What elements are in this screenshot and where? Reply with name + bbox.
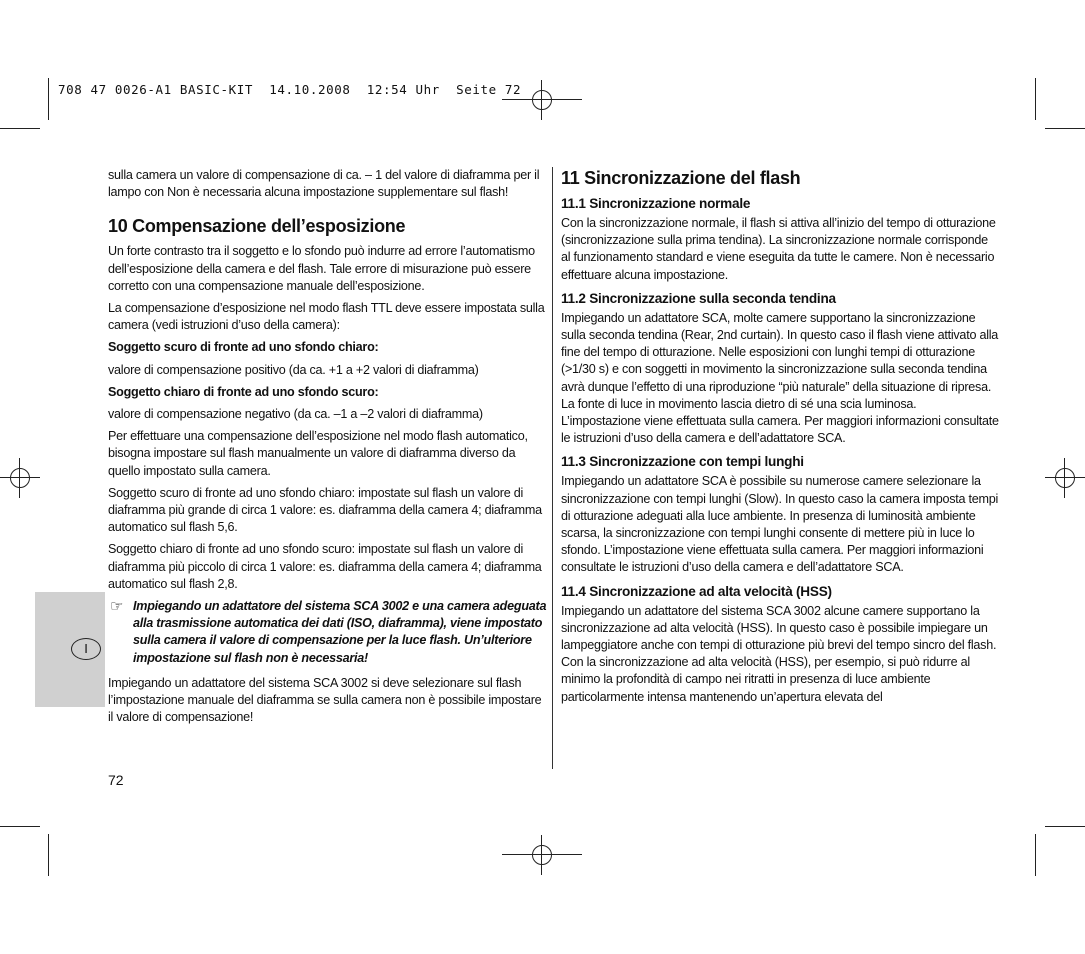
paragraph: Impiegando un adattatore del sistema SCA 3002 si deve selezionare sul flash l’impostazione manuale del diaframma se sulla camera non è possibile impostare il valore di compensazione! xyxy=(108,675,542,725)
paragraph: Impiegando un adattatore del sistema SCA 3002 alcune camere supportano la sincronizzazione ad alta velocità (HSS). In questo caso è possibile impiegare un lampeggiatore anche con tempi di otturazione più brevi del tempo sincro del flash. Con la sincronizzazione ad alta velocità (HSS), per esempio, si può ridurre al minimo la profondità di campo nei ritratti in presenza di luce ambiente particolarmente intensa mantenendo un’apertura elevata del xyxy=(561,603,997,704)
crop-mark xyxy=(1045,128,1085,129)
registration-mark-icon xyxy=(1045,458,1085,498)
intro-paragraph: sulla camera un valore di compensazione di ca. – 1 del valore di diaframma per il lampo con Non è necessaria alcuna impostazione supplementare sul flash! xyxy=(108,168,540,200)
print-slug: 708 47 0026-A1 BASIC-KIT 14.10.2008 12:54 Uhr Seite 72 xyxy=(58,82,522,97)
crop-mark xyxy=(1035,78,1036,120)
subsection-heading: 11.3 Sincronizzazione con tempi lunghi xyxy=(561,454,804,470)
paragraph: valore di compensazione positivo (da ca. +1 a +2 valori di diaframma) xyxy=(108,362,479,377)
section-heading-10: 10 Compensazione dell’esposizione xyxy=(108,216,406,237)
pointing-hand-icon: ☞ xyxy=(110,598,124,616)
language-tab-letter: I xyxy=(71,638,101,660)
subsection-heading: 11.1 Sincronizzazione normale xyxy=(561,196,751,211)
bold-label: Soggetto chiaro di fronte ad uno sfondo scuro: xyxy=(108,384,379,399)
paragraph: Impiegando un adattatore SCA, molte camere supportano la sincronizzazione sulla seconda tendina (Rear, 2nd curtain). In questo caso il flash viene attivato alla fine del tempo di otturazione. Nelle esposizioni con lunghi tempi di otturazione (>1/30 s) e con soggetti in movimento la sincronizzazione sulla seconda tendina avrà dunque l’effetto di una riproduzione “più naturale” della situazione di ripresa. La fonte di luce in movimento lascia dietro di sé una scia luminosa. L’impostazione viene effettuata sulla camera. Per maggiori informazioni consultate le istruzioni d’uso della camera e dell’adattatore SCA. xyxy=(561,310,999,446)
note-block xyxy=(108,598,548,667)
right-column xyxy=(561,167,999,711)
crop-mark xyxy=(1045,826,1085,827)
paragraph: Soggetto scuro di fronte ad uno sfondo chiaro: impostate sul flash un valore di diaframma più grande di circa 1 valore: es. diaframma della camera 4; diaframma automatico sul flash 5,6. xyxy=(108,485,542,535)
column-divider xyxy=(552,167,553,769)
paragraph: La compensazione d’esposizione nel modo flash TTL deve essere impostata sulla camera (vedi istruzioni d’uso della camera): xyxy=(108,301,545,333)
note-text: Impiegando un adattatore del sistema SCA 3002 e una camera adeguata alla trasmissione automatica dei dati (ISO, diaframma), viene impostato sulla camera il valore di compensazione per la luce flash. Un’ulteriore impostazione sul flash non è necessaria! xyxy=(133,599,547,665)
paragraph: Un forte contrasto tra il soggetto e lo sfondo può indurre ad errore l’automatismo dell’esposizione della camera e del flash. Tale errore di misurazione può essere corretto con una compensazione manuale dell’esposizione. xyxy=(108,244,535,293)
registration-mark-icon xyxy=(0,458,40,498)
paragraph: Impiegando un adattatore SCA è possibile su numerose camere selezionare la sincronizzazione con tempi lunghi (Slow). In questo caso la camera imposta tempi di otturazione adeguati alla luce ambiente. In presenza di luminosità ambiente scarsa, la sincronizzazione con tempi lunghi consente di mettere più in luce lo sfondo. L’impostazione viene effettuata sulla camera. Per maggiori informazioni consultate le istruzioni d’uso della camera e dell’adattatore SCA. xyxy=(561,474,999,575)
subsection-heading: 11.4 Sincronizzazione ad alta velocità (HSS) xyxy=(561,583,832,599)
paragraph: Soggetto chiaro di fronte ad uno sfondo scuro: impostate sul flash un valore di diaframma più piccolo di circa 1 valore: es. diaframma della camera 4; diaframma automatico sul flash 2,8. xyxy=(108,542,542,591)
language-tab xyxy=(35,592,105,707)
page-number: 72 xyxy=(108,772,124,788)
paragraph: Con la sincronizzazione normale, il flash si attiva all’inizio del tempo di otturazione (sincronizzazione sulla prima tendina). La sincronizzazione normale corrisponde al funzionamento standard e viene eseguita da tutte le camere. Non è necessario effettuare alcuna impostazione. xyxy=(561,216,996,282)
crop-mark xyxy=(1035,834,1036,876)
bold-label: Soggetto scuro di fronte ad uno sfondo chiaro: xyxy=(108,340,379,355)
crop-mark xyxy=(0,826,40,827)
registration-mark-icon xyxy=(522,80,562,120)
paragraph: Per effettuare una compensazione dell’esposizione nel modo flash automatico, bisogna impostare sul flash manualmente un valore di diaframma diverso da quello impostato sulla camera. xyxy=(108,429,528,478)
crop-mark xyxy=(502,854,582,855)
registration-mark-icon xyxy=(522,835,562,875)
section-heading-11: 11 Sincronizzazione del flash xyxy=(561,168,801,188)
crop-mark xyxy=(48,78,49,120)
crop-mark xyxy=(0,128,40,129)
crop-mark xyxy=(502,99,582,100)
paragraph: valore di compensazione negativo (da ca. –1 a –2 valori di diaframma) xyxy=(108,407,483,422)
crop-mark xyxy=(48,834,49,876)
left-column xyxy=(108,167,548,731)
subsection-heading: 11.2 Sincronizzazione sulla seconda tendina xyxy=(561,290,836,306)
